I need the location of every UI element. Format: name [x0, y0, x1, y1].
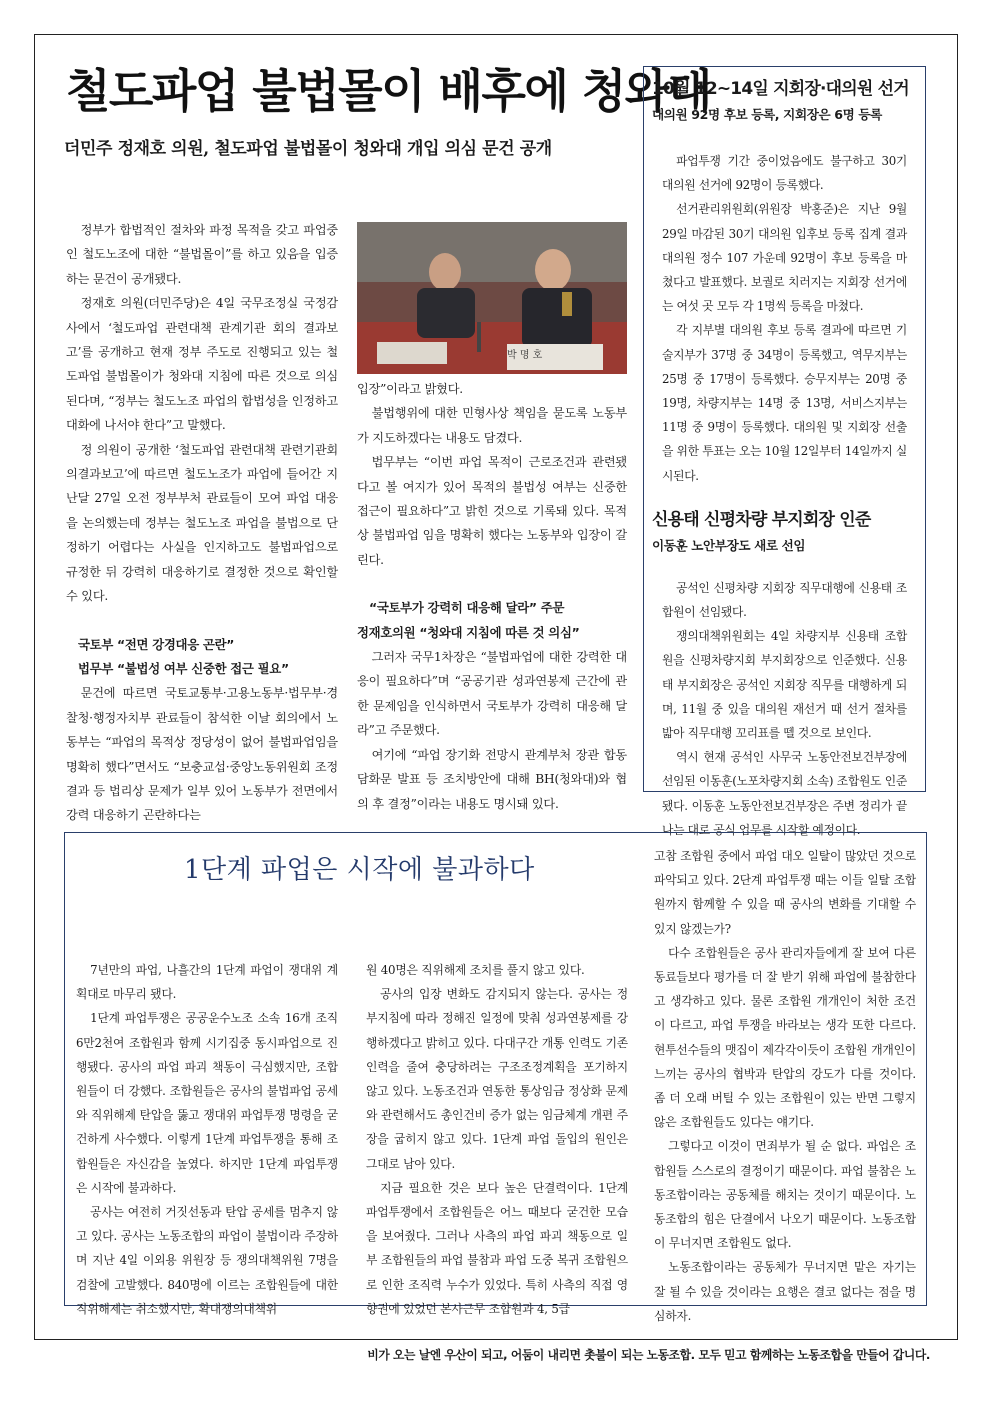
paragraph: 그러자 국무1차장은 “불법파업에 대한 강력한 대응이 필요하다”며 “공공기관 성과연봉제 근간에 관한 문제임을 인식하면서 국토부가 강력히 대응해 달라”고 주문했다. — [357, 650, 627, 738]
paragraph: 역시 현재 공석인 사무국 노동안전보건부장에 선임된 이동훈(노포차량지회 소속) 조합원도 인준됐다. 이동훈 노동안전보건부장은 주변 정리가 끝나는 대로 공식 업무를 시작할 예정이다. — [662, 750, 907, 837]
paragraph: 1단계 파업투쟁은 공공운수노조 소속 16개 조직 6만2천여 조합원과 함께 시기집중 동시파업으로 진행됐다. 공사의 파업 파괴 책동이 극심했지만, 조합원들이 더 강했다. 조합원들은 공사의 불법파업 공세와 직위해제 탄압을 뚫고 쟁대위 파업투쟁 명령을 굳건하게 사수했다. 이렇게 1단계 파업투쟁을 통해 조합원들은 자신감을 높였다. 하지만 1단계 파업투쟁은 시작에 불과하다. — [76, 1011, 338, 1195]
editorial-column-3 — [654, 844, 916, 1328]
paragraph: 여기에 “파업 장기화 전망시 관계부처 장관 합동담화문 발표 등 조치방안에 대해 BH(청와대)와 협의 후 결정”이라는 내용도 명시돼 있다. — [357, 747, 627, 811]
sidebar-body — [662, 149, 907, 488]
paragraph: 문건에 따르면 국토교통부·고용노동부·법무부·경찰청·행정자치부 관료들이 참석한 이날 회의에서 노동부는 “파업의 목적상 정당성이 없어 불법파업임을 명확히 했다”면서도 “보충교섭·중앙노동위원회 조정 결과 등 법리상 문제가 일부 있어 노동부가 전면에서 강력 대응하기 곤란하다는 — [66, 686, 338, 823]
paragraph: 공석인 신평차량 지회장 직무대행에 신용태 조합원이 선임됐다. — [662, 580, 907, 620]
editorial-column-2 — [366, 958, 628, 1321]
paragraph: 공사는 여전히 거짓선동과 탄압 공세를 멈추지 않고 있다. 공사는 노동조합의 파업이 불법이라 주장하며 지난 4일 이외용 위원장 등 쟁의대책위원 7명을 검찰에 고발했다. 840명에 이르는 조합원들에 대한 직위해제는 취소했지만, 확대쟁의대책위 — [76, 1205, 338, 1316]
sidebar-body — [662, 576, 907, 842]
sidebar-title: 10월 12~14일 지회장·대의원 선거 — [652, 79, 909, 99]
photo-illustration — [357, 222, 627, 374]
paragraph: 노동조합이라는 공동체가 무너지면 맡은 자기는 잘 될 수 있을 것이라는 요행은 결코 없다는 점을 명심하자. — [654, 1260, 916, 1323]
paragraph: 지금 필요한 것은 보다 높은 단결력이다. 1단계 파업투쟁에서 조합원들은 어느 때보다 굳건한 모습을 보여줬다. 그러나 사측의 파업 파괴 책동으로 일부 조합원들의 파업 불참과 파업 도중 복귀 조합원으로 인한 조직력 누수가 있었다. 특히 사측의 직접 영향권에 있었던 본사근무 조합원과 4, 5급 — [366, 1180, 628, 1316]
section-heading: “국토부가 강력히 대응해 달라” 주문 — [369, 600, 565, 616]
paragraph: 불법행위에 대한 민형사상 책임을 묻도록 노동부가 지도하겠다는 내용도 담겼다. — [357, 406, 627, 445]
article-photo — [357, 222, 627, 374]
sidebar-subtitle: 이동훈 노안부장도 새로 선임 — [652, 537, 806, 553]
paragraph: 공사의 입장 변화도 감지되지 않는다. 공사는 정부지침에 따라 정해진 일정에 맞춰 성과연봉제를 강행하겠다고 밝히고 있다. 다대구간 개통 인력도 기존 인력을 줄여 충당하려는 구조조정계획을 포기하지 않고 있다. 노동조건과 연동한 통상임금 정상화 문제와 관련해서도 총인건비 증가 없는 임금체계 개편 주장을 굽히지 않고 있다. 1단계 파업 돌입의 원인은 그대로 남아 있다. — [366, 987, 628, 1171]
paragraph: 정 의원이 공개한 ‘철도파업 관련대책 관련기관회의결과보고’에 따르면 철도노조가 파업에 들어간 지난달 27일 오전 정부부처 관료들이 모여 파업 대응을 논의했는데 정부는 철도노조 파업을 불법으로 단정하기 어렵다는 사실을 인지하고도 불법파업으로 규정한 뒤 강력히 대응하기로 결정한 것으로 확인할 수 있다. — [66, 442, 338, 604]
section-heading: 정재호의원 “청와대 지침에 따른 것 의심” — [357, 624, 580, 640]
paragraph: 정부가 합법적인 절차와 파정 목적을 갖고 파업중인 철도노조에 대한 “불법몰이”를 하고 있음을 입증하는 문건이 공개됐다. — [66, 223, 338, 286]
main-subheadline: 더민주 정재호 의원, 철도파업 불법몰이 청와대 개입 의심 문건 공개 — [64, 139, 552, 159]
editorial-title: 1단계 파업은 시작에 불과하다 — [184, 855, 535, 885]
photo-nameplate: 박 명 호 — [507, 350, 543, 361]
sidebar-title: 신용태 신평차량 부지회장 인준 — [652, 509, 871, 530]
paragraph: 법무부는 “이번 파업 목적이 근로조건과 관련됐다고 볼 여지가 있어 목적의 불법성 여부는 신중한 접근이 필요하다”고 밝힌 것으로 기록돼 있다. 목적상 불법파업 임을 명확히 했다는 노동부와 입장이 갈린다. — [357, 455, 627, 567]
news-sidebar — [643, 66, 926, 837]
paragraph: 정재호 의원(더민주당)은 4일 국무조정실 국정감사에서 ‘철도파업 관련대책 관계기관 회의 결과보고’를 공개하고 현재 정부 주도로 진행되고 있는 철도파업 불법몰이가 청와대 지침에 따른 것으로 의심된다며, “정부는 철도노조 파업의 합법성을 인정하고 대화에 나서야 한다”고 말했다. — [66, 296, 338, 433]
paragraph: 각 지부별 대의원 후보 등록 결과에 따르면 기술지부가 37명 중 34명이 등록했고, 역무지부는 25명 중 17명이 등록했다. 승무지부는 20명 중 19명, 차량지부는 14명 중 13명, 서비스지부는 11명 중 9명이 등록했다. 대의원 및 지회장 선출을 위한 투표는 오는 10월 12일부터 14일까지 실시된다. — [662, 323, 907, 483]
paragraph: 파업투쟁 기간 중이었음에도 불구하고 30기 대의원 선거에 92명이 등록했다. — [662, 154, 907, 193]
paragraph: 입장”이라고 밝혔다. — [357, 382, 463, 396]
main-headline: 철도파업 불법몰이 배후에 청와대 — [66, 64, 711, 118]
main-column-2 — [357, 377, 627, 816]
footer-slogan: 비가 오는 날엔 우산이 되고, 어둠이 내리면 촛불이 되는 노동조합. 모두 믿고 함께하는 노동조합을 만들어 갑니다. — [367, 1348, 930, 1362]
sidebar-subtitle: 대의원 92명 후보 등록, 지회장은 6명 등록 — [652, 107, 882, 122]
editorial-column-1 — [76, 958, 338, 1321]
paragraph: 선거관리위원회(위원장 박홍준)은 지난 9월 29일 마감된 30기 대의원 입후보 등록 집계 결과 대의원 정수 107 가운데 92명이 후보 등록을 마쳤다고 발표했다. 보궐로 치러지는 지회장 선거에는 여섯 곳 모두 각 1명씩 등록을 마쳤다. — [662, 202, 907, 314]
paragraph: 다수 조합원들은 공사 관리자들에게 잘 보여 다른 동료들보다 평가를 더 잘 받기 위해 파업에 불참한다고 생각하고 있다. 물론 조합원 개개인이 처한 조건이 다르고, 파업 투쟁을 바라보는 생각 또한 다르다. 현투선수들의 맷집이 제각각이듯이 조합원 개개인이 느끼는 공사의 협박과 탄압의 강도가 다를 것이다. 좀 더 오래 버틸 수 있는 조합원이 있는 반면 그렇지 않은 조합원들도 있다는 얘기다. — [654, 945, 916, 1130]
paragraph: 원 40명은 직위해제 조치를 풀지 않고 있다. — [366, 963, 585, 977]
main-column-1 — [66, 218, 338, 828]
paragraph: 고참 조합원 중에서 파업 대오 일탈이 많았던 것으로 파악되고 있다. 2단계 파업투쟁 때는 이들 일탈 조합원까지 함께할 수 있을 때 공사의 변화를 기대할 수 있지 않겠는가? — [654, 849, 916, 936]
paragraph: 그렇다고 이것이 면죄부가 될 순 없다. 파업은 조합원들 스스로의 결정이기 때문이다. 파업 불참은 노동조합이라는 공동체를 해치는 것이기 때문이다. 노동조합의 힘은 단결에서 나오기 때문이다. 노동조합이 무너지면 조합원도 없다. — [654, 1139, 916, 1251]
paragraph: 7년만의 파업, 나흘간의 1단계 파업이 쟁대위 계획대로 마무리 됐다. — [76, 963, 338, 1002]
section-heading: 법무부 “불법성 여부 신중한 접근 필요” — [78, 660, 289, 676]
paragraph: 쟁의대책위원회는 4일 차량지부 신용태 조합원을 신평차량지회 부지회장으로 인준했다. 신용태 부지회장은 공석인 지회장 직무를 대행하게 되며, 11월 중 있을 대의원 재선거 때 선거 절차를 밟아 직무대행 꼬리표를 뗄 것으로 보인다. — [662, 629, 907, 741]
section-heading: 국토부 “전면 강경대응 곤란” — [78, 636, 235, 652]
